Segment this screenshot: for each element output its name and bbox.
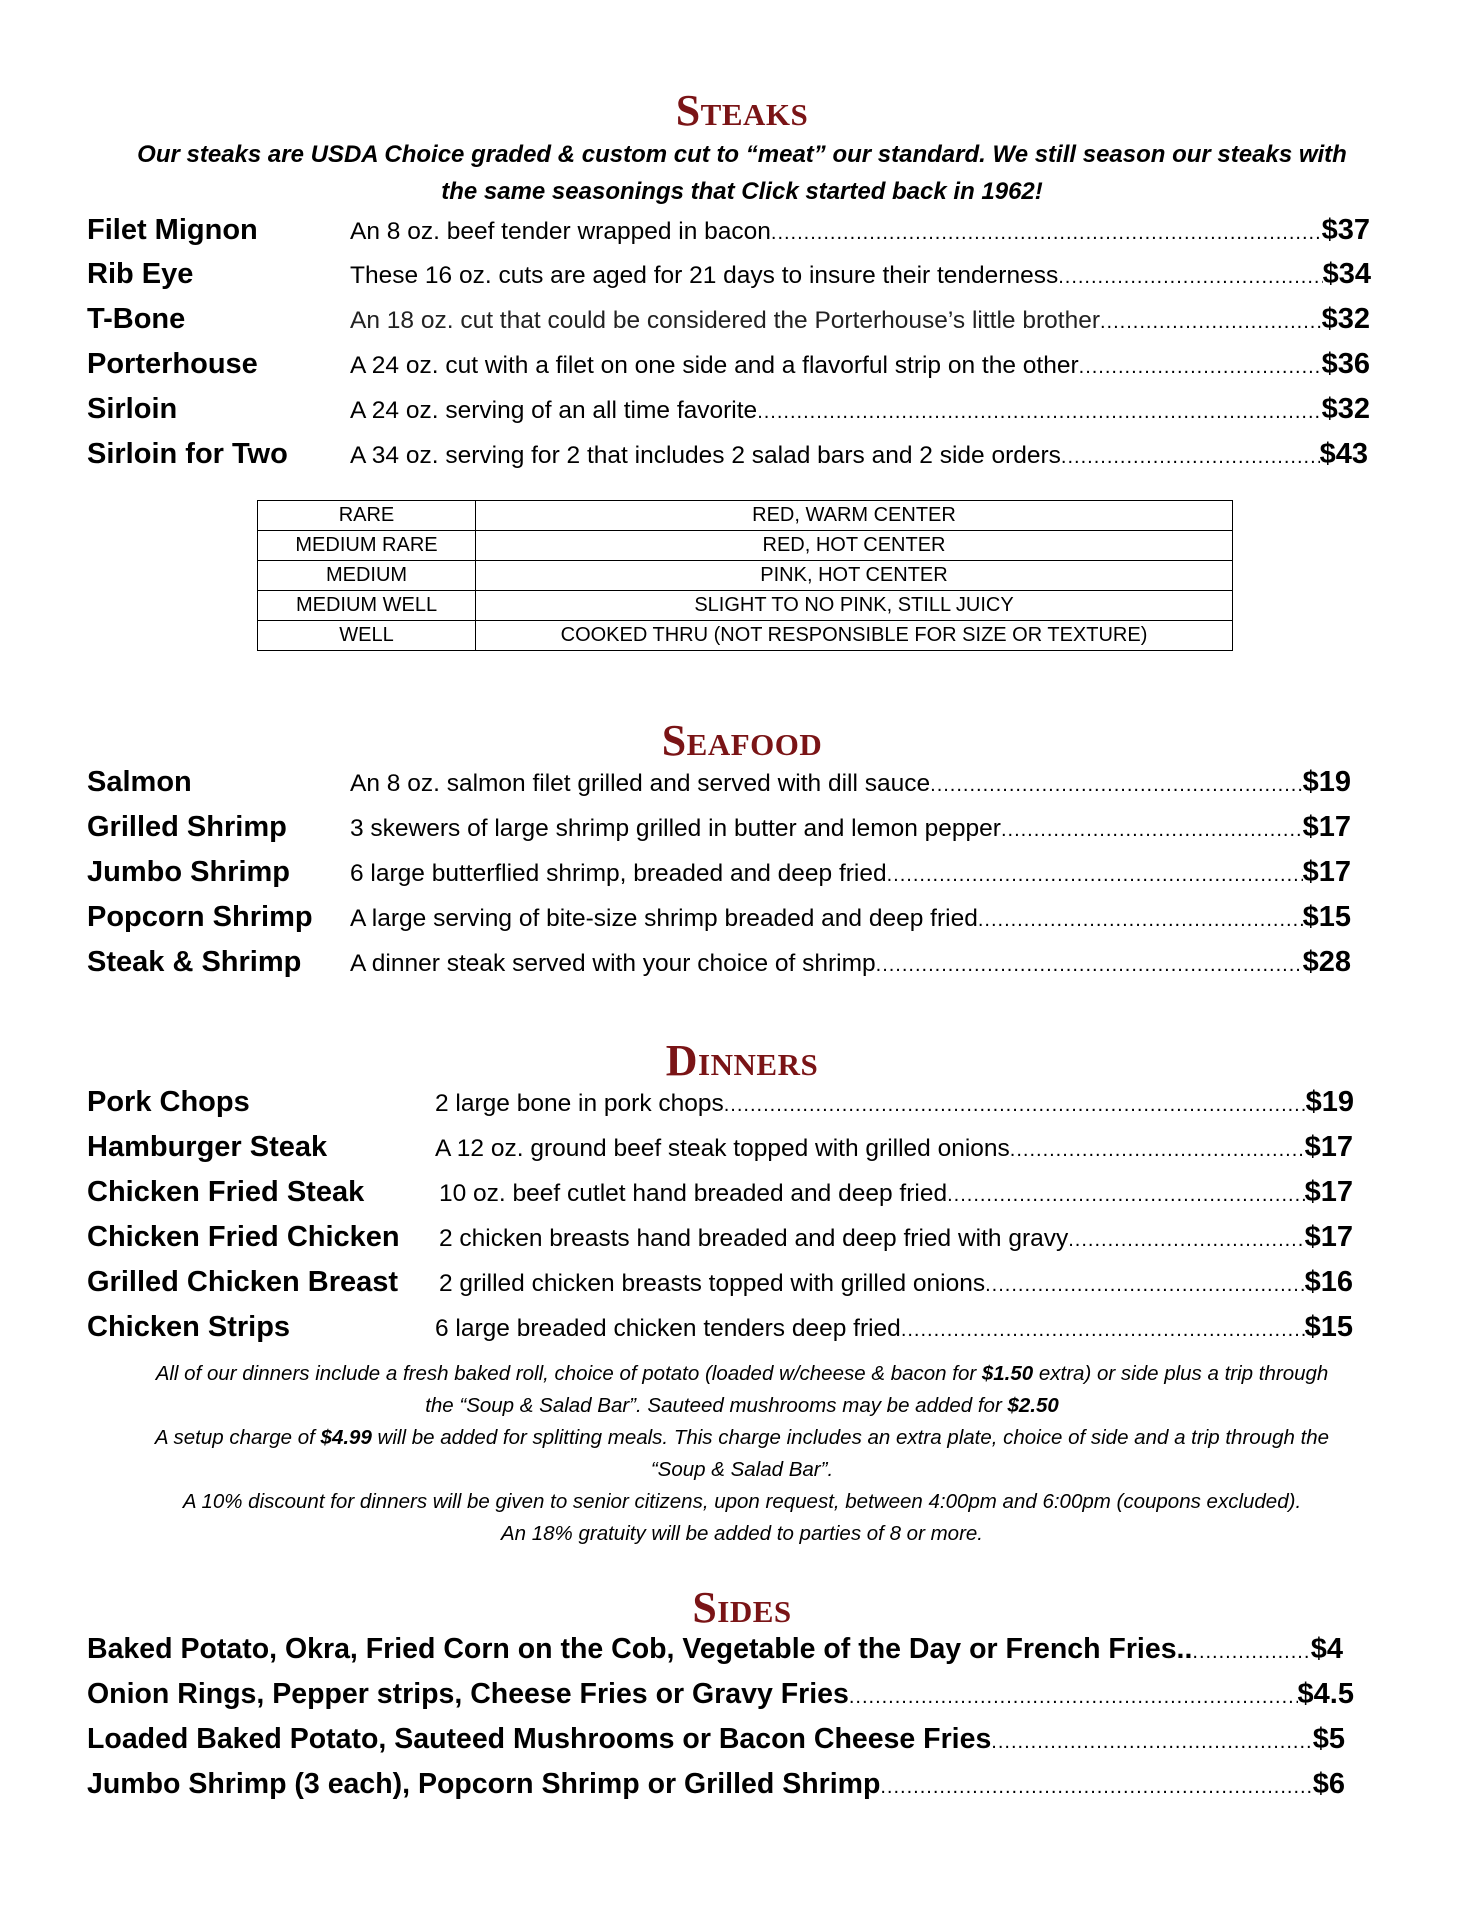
sides-heading: Sides — [692, 1583, 792, 1632]
menu-item-porterhouse — [87, 348, 1370, 392]
leader-dots — [1058, 266, 1322, 289]
leader-dots — [1192, 1641, 1310, 1664]
item-description: A large serving of bite-size shrimp breaded and deep fried — [350, 905, 978, 932]
item-name: T-Bone — [87, 303, 186, 335]
menu-item-steak-and-shrimp — [87, 946, 1351, 990]
leader-dots — [880, 1776, 1312, 1799]
item-price: $5 — [1312, 1723, 1345, 1755]
item-description: 6 large butterflied shrimp, breaded and deep fried — [350, 860, 887, 887]
item-price: $15 — [1302, 901, 1351, 933]
table-row — [258, 561, 1233, 591]
menu-item-sirloin-for-two — [87, 438, 1368, 482]
item-name: Popcorn Shrimp — [87, 901, 313, 933]
item-name: Steak & Shrimp — [87, 946, 302, 978]
item-description: A 24 oz. serving of an all time favorite — [350, 397, 758, 424]
item-name: Chicken Fried Chicken — [87, 1221, 400, 1253]
item-description: 3 skewers of large shrimp grilled in butter and lemon pepper — [350, 815, 1001, 842]
leader-dots — [1061, 446, 1320, 469]
table-row — [258, 621, 1233, 651]
item-price: $19 — [1305, 1086, 1354, 1118]
leader-dots — [1100, 311, 1322, 334]
menu-item-grilled-shrimp — [87, 811, 1351, 855]
dinner-note-line3: A setup charge of $4.99 will be added for splitting meals. This charge includes an extra plate, choice of side and a trip through the — [154, 1426, 1330, 1449]
item-description: 2 chicken breasts hand breaded and deep fried with gravy — [439, 1225, 1069, 1252]
menu-item-chicken-strips — [87, 1311, 1353, 1355]
item-price: $36 — [1321, 348, 1370, 380]
side-item-4 — [87, 1633, 1343, 1677]
item-name: Loaded Baked Potato, Sauteed Mushrooms or Bacon Cheese Fries — [87, 1723, 992, 1755]
side-item-5 — [87, 1723, 1345, 1767]
menu-item-rib-eye — [87, 258, 1371, 302]
item-price: $17 — [1302, 811, 1351, 843]
doneness-level: MEDIUM — [258, 561, 476, 591]
table-row — [258, 591, 1233, 621]
item-name: Grilled Chicken Breast — [87, 1266, 399, 1298]
item-description: These 16 oz. cuts are aged for 21 days to insure their tenderness — [350, 262, 1059, 289]
item-name: Jumbo Shrimp (3 each), Popcorn Shrimp or Grilled Shrimp — [87, 1768, 881, 1800]
item-price: $6 — [1312, 1768, 1345, 1800]
item-price: $16 — [1304, 1266, 1353, 1298]
item-name: Salmon — [87, 766, 192, 798]
item-description: A dinner steak served with your choice of shrimp — [350, 950, 876, 977]
item-price: $34 — [1322, 258, 1371, 290]
leader-dots — [887, 864, 1303, 887]
doneness-level: WELL — [258, 621, 476, 651]
leader-dots — [876, 954, 1303, 977]
menu-item-filet-mignon — [87, 214, 1370, 258]
leader-dots — [901, 1319, 1305, 1342]
steaks-intro-line2: the same seasonings that Click started back in 1962! — [441, 178, 1043, 205]
doneness-description: COOKED THRU (NOT RESPONSIBLE FOR SIZE OR TEXTURE) — [476, 621, 1233, 651]
doneness-level: RARE — [258, 501, 476, 531]
leader-dots — [757, 401, 1321, 424]
table-row — [258, 531, 1233, 561]
side-item-6 — [87, 1768, 1345, 1812]
item-description: 2 grilled chicken breasts topped with grilled onions — [439, 1270, 986, 1297]
table-row — [258, 501, 1233, 531]
leader-dots — [1010, 1139, 1305, 1162]
steaks-intro-line1: Our steaks are USDA Choice graded & custom cut to “meat” our standard. We still season our steaks with — [137, 141, 1347, 168]
menu-item-hamburger-steak — [87, 1131, 1353, 1175]
menu-item-chicken-fried-steak — [87, 1176, 1353, 1220]
dinners-heading: Dinners — [665, 1036, 819, 1085]
item-name: Sirloin — [87, 393, 178, 425]
leader-dots — [1068, 1229, 1304, 1252]
item-name: Chicken Fried Steak — [87, 1176, 365, 1208]
item-description: A 34 oz. serving for 2 that includes 2 salad bars and 2 side orders — [350, 442, 1061, 469]
menu-item-t-bone — [87, 303, 1370, 347]
item-price: $4 — [1310, 1633, 1343, 1665]
item-name: Filet Mignon — [87, 214, 258, 246]
leader-dots — [849, 1686, 1298, 1709]
menu-item-sirloin — [87, 393, 1370, 437]
item-price: $19 — [1302, 766, 1351, 798]
item-name: Pork Chops — [87, 1086, 250, 1118]
item-price: $17 — [1304, 1176, 1353, 1208]
leader-dots — [1079, 356, 1322, 379]
item-name: Sirloin for Two — [87, 438, 288, 470]
item-description: 6 large breaded chicken tenders deep fried — [435, 1315, 901, 1342]
menu-item-popcorn-shrimp — [87, 901, 1351, 945]
menu-item-chicken-fried-chicken — [87, 1221, 1353, 1265]
item-price: $17 — [1302, 856, 1351, 888]
item-description: An 8 oz. beef tender wrapped in bacon — [350, 218, 771, 245]
seafood-heading: Seafood — [661, 716, 823, 765]
dinner-note-line2: the “Soup & Salad Bar”. Sauteed mushrooms may be added for $2.50 — [425, 1394, 1059, 1417]
steaks-heading: Steaks — [675, 86, 809, 135]
menu-item-salmon — [87, 766, 1351, 810]
doneness-description: SLIGHT TO NO PINK, STILL JUICY — [476, 591, 1233, 621]
item-name: Porterhouse — [87, 348, 258, 380]
doneness-level: MEDIUM WELL — [258, 591, 476, 621]
dinner-note-line6: An 18% gratuity will be added to parties of 8 or more. — [500, 1522, 983, 1545]
menu-item-grilled-chicken-breast — [87, 1266, 1353, 1310]
item-price: $32 — [1321, 393, 1370, 425]
item-name: Jumbo Shrimp — [87, 856, 291, 888]
item-description: A 24 oz. cut with a filet on one side and a flavorful strip on the other — [350, 352, 1079, 379]
item-price: $37 — [1321, 214, 1370, 246]
item-description: 2 large bone in pork chops — [435, 1090, 724, 1117]
leader-dots — [771, 222, 1322, 245]
item-price: $43 — [1319, 438, 1368, 470]
leader-dots — [1001, 819, 1303, 842]
item-name: Rib Eye — [87, 258, 194, 290]
menu-item-pork-chops — [87, 1086, 1354, 1130]
leader-dots — [930, 774, 1302, 797]
item-price: $28 — [1302, 946, 1351, 978]
item-description: An 8 oz. salmon filet grilled and served with dill sauce — [350, 770, 931, 797]
item-name: Onion Rings, Pepper strips, Cheese Fries or Gravy Fries — [87, 1678, 849, 1710]
leader-dots — [985, 1274, 1304, 1297]
item-price: $15 — [1304, 1311, 1353, 1343]
item-name: Hamburger Steak — [87, 1131, 328, 1163]
side-item-4-5 — [87, 1678, 1354, 1722]
doneness-description: PINK, HOT CENTER — [476, 561, 1233, 591]
item-description: A 12 oz. ground beef steak topped with grilled onions — [435, 1135, 1010, 1162]
dinner-note-line4: “Soup & Salad Bar”. — [650, 1458, 834, 1481]
menu-item-jumbo-shrimp — [87, 856, 1351, 900]
item-price: $17 — [1304, 1131, 1353, 1163]
item-name: Baked Potato, Okra, Fried Corn on the Cob, Vegetable of the Day or French Fries.. — [87, 1633, 1193, 1665]
leader-dots — [978, 909, 1303, 932]
dinner-note-line5: A 10% discount for dinners will be given to senior citizens, upon request, between 4:00pm and 6:00pm (coupons excluded). — [182, 1490, 1302, 1513]
leader-dots — [947, 1184, 1305, 1207]
doneness-description: RED, HOT CENTER — [476, 531, 1233, 561]
leader-dots — [724, 1094, 1306, 1117]
doneness-table — [257, 500, 1233, 651]
doneness-description: RED, WARM CENTER — [476, 501, 1233, 531]
dinner-note-line1: All of our dinners include a fresh baked roll, choice of potato (loaded w/cheese & bacon for $1.50 extra) or side plus a trip through — [155, 1362, 1329, 1385]
leader-dots — [991, 1731, 1312, 1754]
item-price: $4.5 — [1297, 1678, 1354, 1710]
item-description: An 18 oz. cut that could be considered the Porterhouse’s little brother — [350, 307, 1100, 334]
item-description: 10 oz. beef cutlet hand breaded and deep fried — [439, 1180, 948, 1207]
item-price: $32 — [1321, 303, 1370, 335]
item-name: Grilled Shrimp — [87, 811, 287, 843]
item-price: $17 — [1304, 1221, 1353, 1253]
doneness-level: MEDIUM RARE — [258, 531, 476, 561]
item-name: Chicken Strips — [87, 1311, 291, 1343]
